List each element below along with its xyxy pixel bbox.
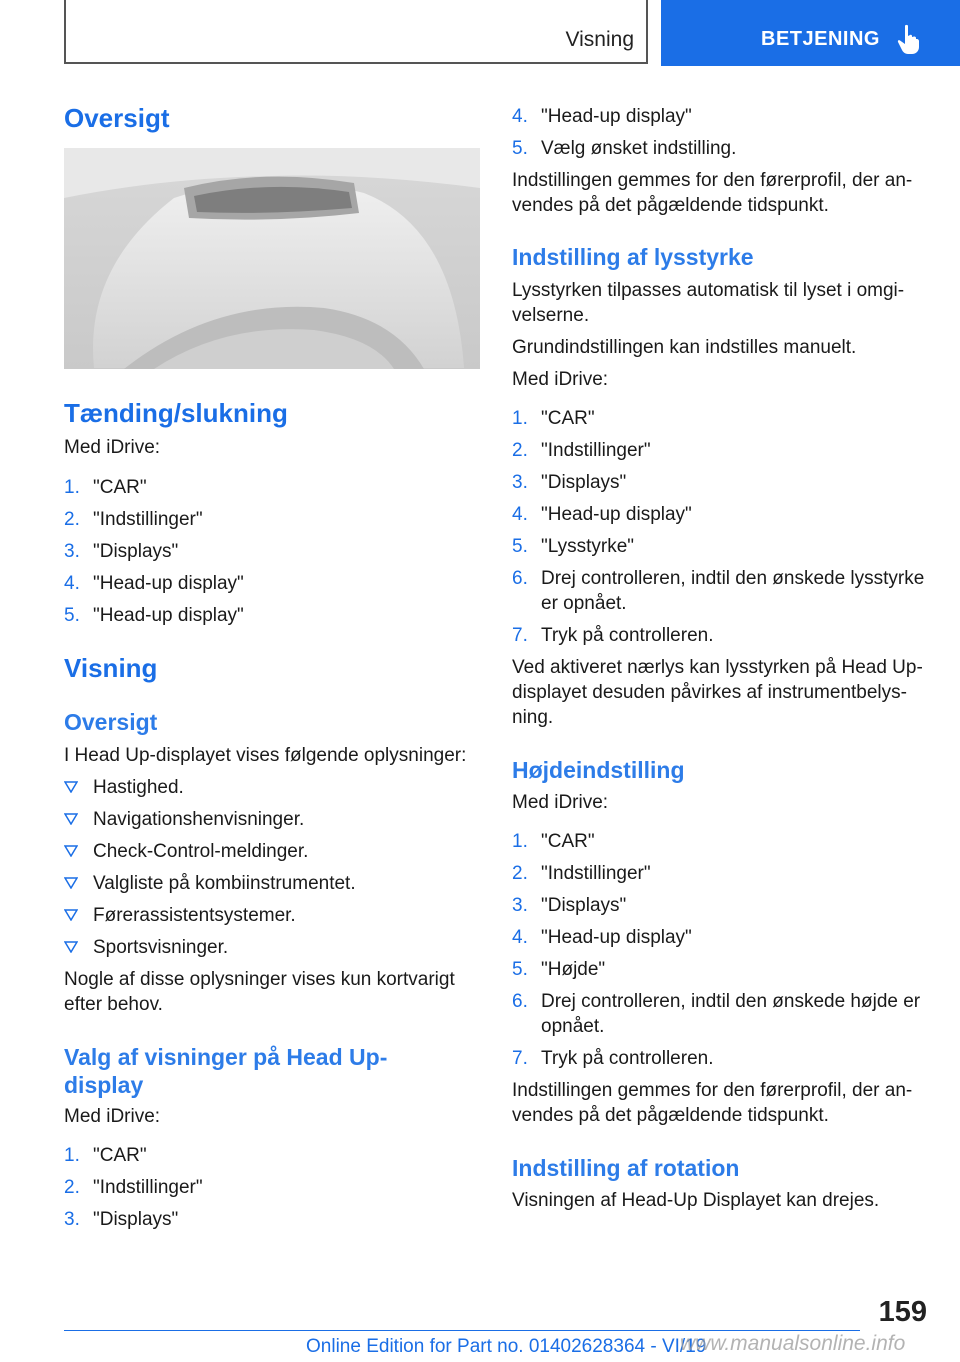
lysstyrke-note: ning.	[512, 707, 554, 728]
med-idrive-label: Med iDrive:	[64, 1106, 161, 1127]
saved-note-line: vendes på det pågældende tidspunkt.	[512, 195, 829, 216]
triangle-bullet-icon	[64, 877, 78, 889]
note-line: Nogle af disse oplysninger vises kun kortvarigt	[64, 969, 455, 990]
chapter-tab-label: BETJENING	[761, 28, 880, 50]
intro-text: I Head Up-displayet vises følgende oplysninger:	[64, 745, 467, 766]
triangle-bullet-icon	[64, 909, 78, 921]
subheading-valg-af-visninger-cont: display	[64, 1072, 144, 1098]
chapter-tab[interactable]	[661, 0, 960, 66]
heading-oversigt: Oversigt	[64, 103, 170, 133]
saved-note-line: Indstillingen gemmes for den førerprofil, der an-	[512, 170, 913, 191]
med-idrive-label: Med iDrive:	[64, 437, 161, 458]
lysstyrke-text: velserne.	[512, 305, 590, 326]
heading-taending-slukning: Tænding/slukning	[64, 398, 288, 428]
note-line: efter behov.	[64, 994, 163, 1015]
footer-divider	[64, 1330, 860, 1331]
med-idrive-label: Med iDrive:	[512, 792, 609, 813]
page-number: 159	[878, 1296, 927, 1328]
subheading-valg-af-visninger: Valg af visninger på Head Up-	[64, 1044, 388, 1070]
lysstyrke-note: displayet desuden påvirkes af instrumentbelys-	[512, 682, 907, 703]
heading-visning: Visning	[64, 653, 158, 683]
lysstyrke-text: Grundindstillingen kan indstilles manuelt.	[512, 337, 857, 358]
triangle-bullet-icon	[64, 781, 78, 793]
list-item: 6. Drej controlleren, indtil den ønskede højde er opnået.	[512, 991, 921, 1037]
lysstyrke-note: Ved aktiveret nærlys kan lysstyrken på Head Up-	[512, 657, 923, 678]
watermark: www.manualsonline.info	[680, 1332, 906, 1355]
list-item: 6. Drej controlleren, indtil den ønskede lysstyrke er opnået.	[512, 568, 925, 614]
subheading-rotation: Indstilling af rotation	[512, 1155, 740, 1181]
footer-edition: Online Edition for Part no. 01402628364 - VI/19	[306, 1336, 707, 1357]
subheading-lysstyrke: Indstilling af lysstyrke	[512, 244, 754, 270]
lysstyrke-text: Lysstyrken tilpasses automatisk til lyset i omgi-	[512, 280, 905, 301]
subheading-hojdeindstilling: Højdeindstilling	[512, 757, 685, 783]
header-section-title: Visning	[565, 28, 634, 51]
triangle-bullet-icon	[64, 845, 78, 857]
triangle-bullet-icon	[64, 941, 78, 953]
rotation-text: Visningen af Head-Up Displayet kan drejes.	[512, 1190, 880, 1211]
subheading-oversigt: Oversigt	[64, 709, 158, 735]
med-idrive-label: Med iDrive:	[512, 369, 609, 390]
saved-note-line: Indstillingen gemmes for den førerprofil, der an-	[512, 1080, 913, 1101]
triangle-bullet-icon	[64, 813, 78, 825]
header-section-box	[64, 0, 648, 64]
hand-pointer-icon	[897, 24, 919, 54]
head-up-display-photo	[64, 148, 480, 369]
saved-note-line: vendes på det pågældende tidspunkt.	[512, 1105, 829, 1126]
